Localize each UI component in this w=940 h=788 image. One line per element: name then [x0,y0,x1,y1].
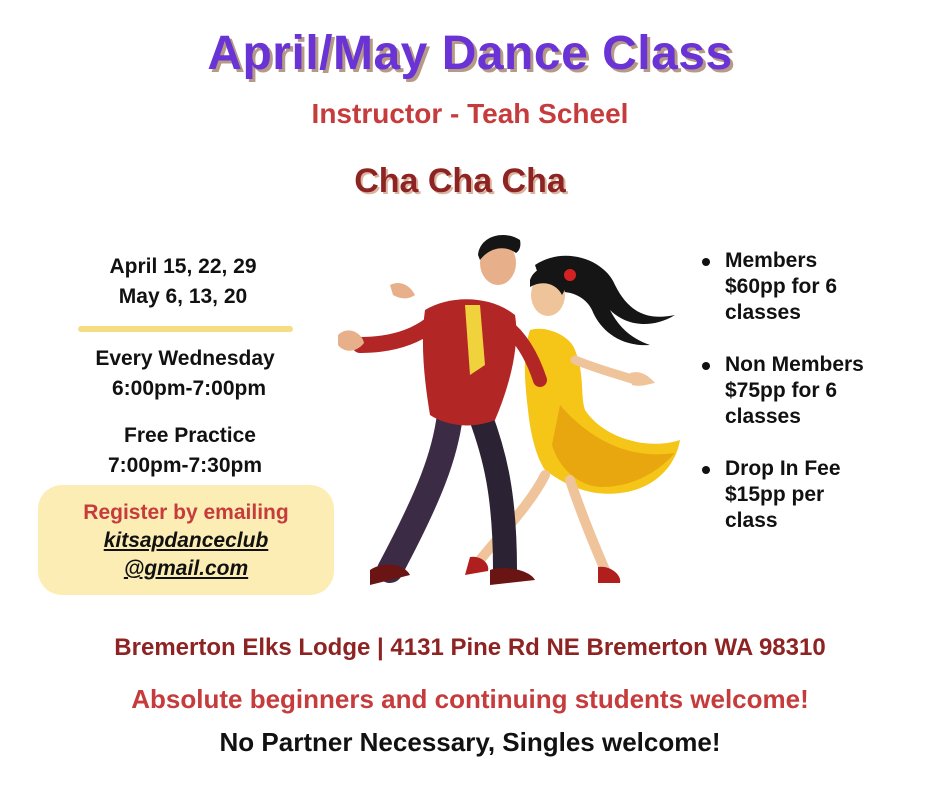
pricing-unit: class [725,509,778,532]
dates-april: April 15, 22, 29 [109,255,257,278]
register-email-domain-link[interactable]: @gmail.com [123,557,249,580]
location-address: Bremerton Elks Lodge | 4131 Pine Rd NE Bremerton WA 98310 [114,634,826,661]
page-title: April/May Dance Class [207,27,733,80]
class-dates [78,252,288,312]
register-box [38,485,334,595]
pricing-label: Drop In Fee [725,457,841,480]
instructor-name: Instructor - Teah Scheel [311,98,629,129]
pricing-unit: classes [725,405,801,428]
pricing-price: $60pp for 6 [725,275,838,298]
pricing-list [700,248,930,560]
register-email-link[interactable]: kitsapdanceclub [103,529,269,552]
bullet-icon [702,466,710,474]
class-schedule [75,344,295,404]
schedule-day: Every Wednesday [95,347,275,370]
dates-may: May 6, 13, 20 [118,285,248,308]
practice-time: 7:00pm-7:30pm [107,454,263,477]
pricing-label: Non Members [725,353,864,376]
bullet-icon [702,258,710,266]
dance-name: Cha Cha Cha [354,162,566,200]
pricing-drop-in [700,456,930,534]
pricing-price: $75pp for 6 [725,379,838,402]
free-practice [90,421,290,481]
bullet-icon [702,362,710,370]
pricing-members [700,248,930,326]
divider [78,326,293,332]
pricing-label: Members [725,249,818,272]
practice-label: Free Practice [124,424,256,447]
register-label: Register by emailing [83,501,289,524]
pricing-non-members [700,352,930,430]
pricing-unit: classes [725,301,801,324]
partner-note: No Partner Necessary, Singles welcome! [219,727,721,757]
welcome-message: Absolute beginners and continuing students welcome! [131,684,809,714]
pricing-price: $15pp per [725,483,825,506]
schedule-time: 6:00pm-7:00pm [111,377,267,400]
dancing-couple-illustration [330,225,700,605]
